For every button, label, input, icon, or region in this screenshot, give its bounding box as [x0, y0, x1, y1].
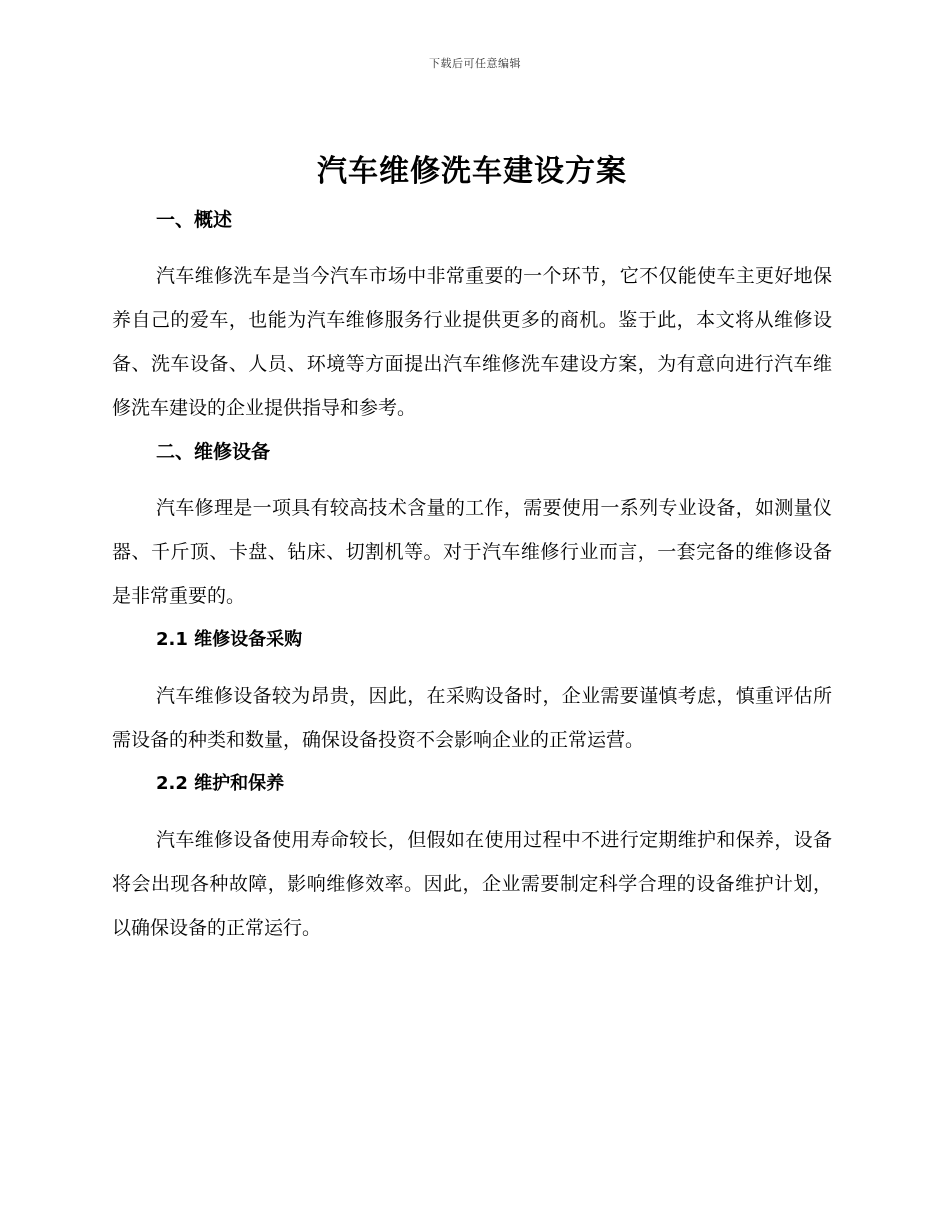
document-body — [112, 150, 832, 958]
paragraph-overview: 汽车维修洗车是当今汽车市场中非常重要的一个环节，它不仅能使车主更好地保养自己的爱车，也能为汽车维修服务行业提供更多的商机。鉴于此，本文将从维修设备、洗车设备、人员、环境等方面提出汽车维修洗车建设方案，为有意向进行汽车维修洗车建设的企业提供指导和参考。 — [112, 265, 832, 419]
paragraph-repair-equipment: 汽车修理是一项具有较高技术含量的工作，需要使用一系列专业设备，如测量仪器、千斤顶、卡盘、钻床、切割机等。对于汽车维修行业而言，一套完备的维修设备是非常重要的。 — [112, 497, 832, 607]
subsection-heading-maintenance: 2.2 维护和保养 — [156, 773, 285, 794]
page-header-note: 下载后可任意编辑 — [429, 57, 521, 70]
section-heading-repair-equipment: 二、维修设备 — [156, 441, 271, 463]
section-heading-overview: 一、概述 — [156, 209, 233, 231]
subsection-heading-equipment-purchase: 2.1 维修设备采购 — [156, 629, 303, 650]
document-title: 汽车维修洗车建设方案 — [317, 154, 627, 189]
paragraph-equipment-purchase: 汽车维修设备较为昂贵，因此，在采购设备时，企业需要谨慎考虑，慎重评估所需设备的种类和数量，确保设备投资不会影响企业的正常运营。 — [112, 685, 832, 751]
paragraph-maintenance: 汽车维修设备使用寿命较长，但假如在使用过程中不进行定期维护和保养，设备将会出现各种故障，影响维修效率。因此，企业需要制定科学合理的设备维护计划，以确保设备的正常运行。 — [112, 829, 832, 939]
